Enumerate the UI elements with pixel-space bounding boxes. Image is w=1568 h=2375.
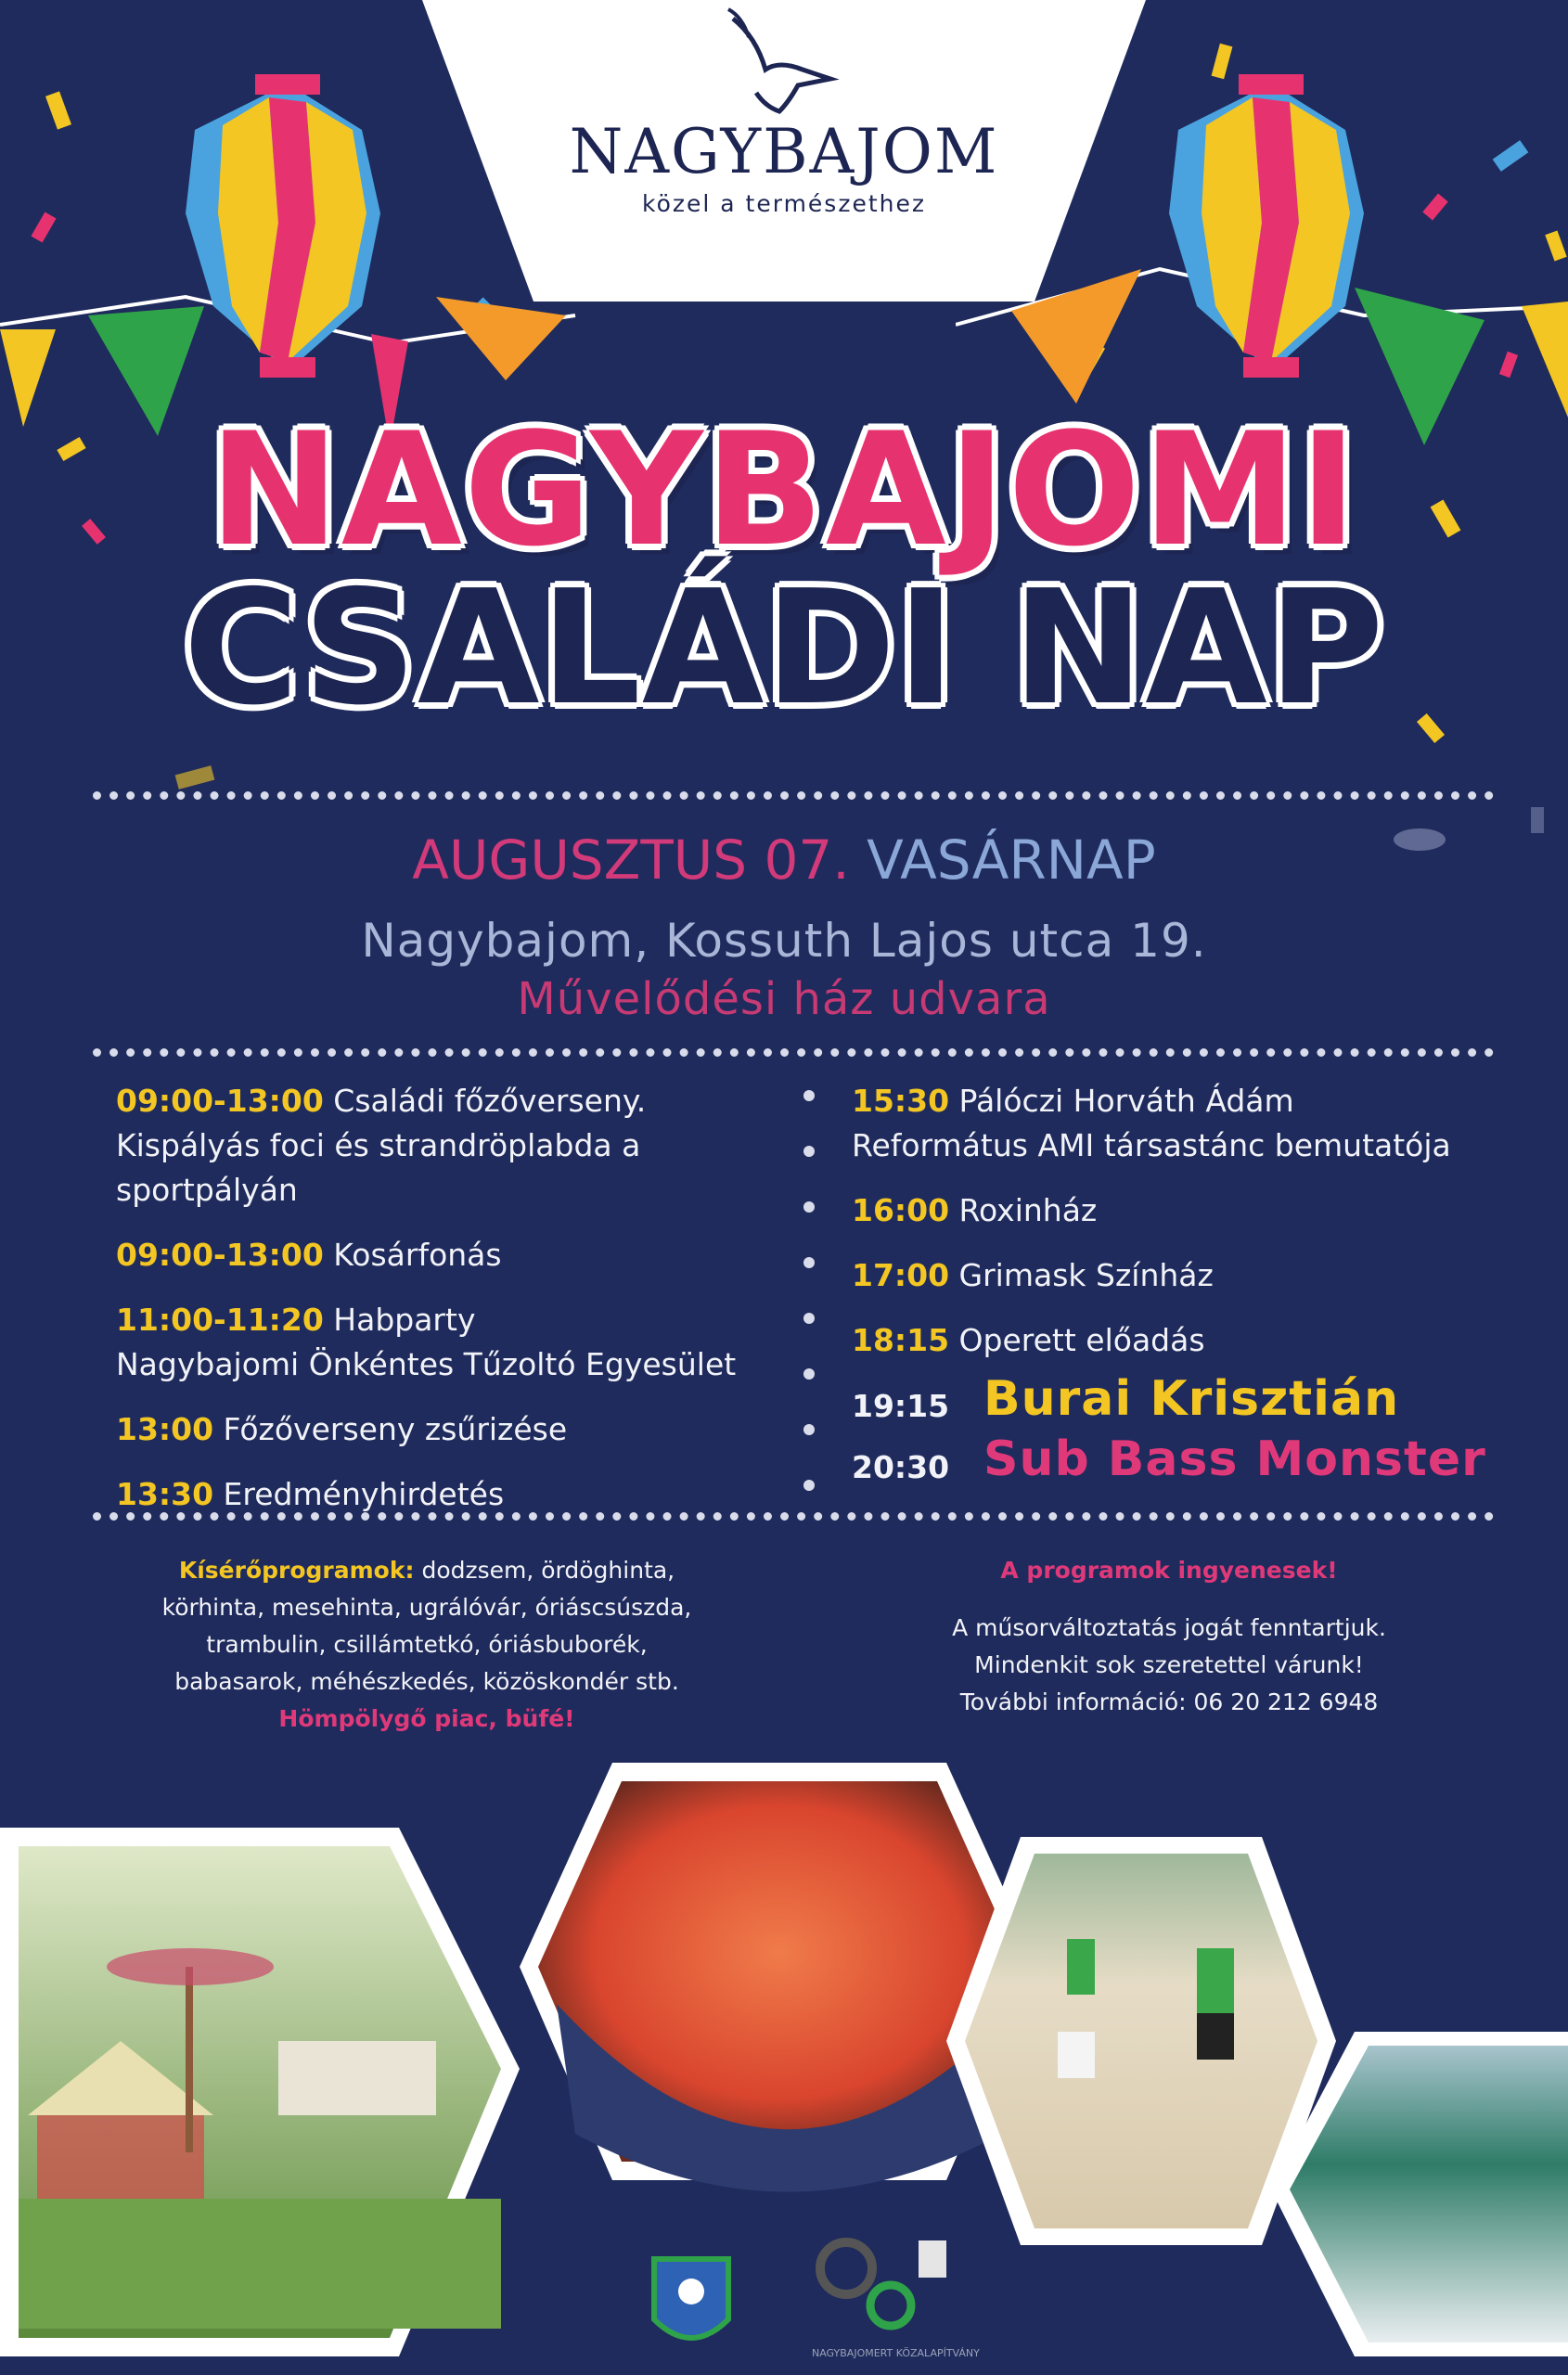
schedule-text: Habparty bbox=[333, 1302, 476, 1338]
photo-collage bbox=[0, 1763, 1568, 2375]
schedule-time: 13:30 bbox=[116, 1476, 214, 1512]
column-bullet bbox=[803, 1146, 815, 1157]
photo-beach-football bbox=[965, 1854, 1317, 2228]
foundation-label: NAGYBAJOMERT KÖZALAPÍTVÁNY bbox=[812, 2347, 980, 2359]
side-programs-text: körhinta, mesehinta, ugrálóvár, óriáscsúszda, bbox=[161, 1594, 692, 1621]
side-programs-label: Kísérőprogramok: bbox=[178, 1557, 415, 1584]
logo-panel bbox=[422, 0, 1146, 302]
side-programs-text: trambulin, csillámtetkó, óriásbuborék, bbox=[206, 1631, 648, 1658]
event-date bbox=[0, 828, 1568, 892]
date-text: AUGUSZTUS 07. bbox=[412, 828, 850, 892]
schedule-text: Eredményhirdetés bbox=[223, 1476, 505, 1512]
day-text: VASÁRNAP bbox=[867, 828, 1156, 892]
schedule-row bbox=[116, 1472, 803, 1517]
schedule-time: 15:30 bbox=[852, 1083, 950, 1119]
lantern-right-icon bbox=[1160, 74, 1382, 408]
schedule-text: Kispályás foci és strandröplabda a bbox=[116, 1127, 641, 1163]
schedule-time: 13:00 bbox=[116, 1411, 214, 1447]
column-bullet bbox=[803, 1090, 815, 1101]
headliner-time: 19:15 bbox=[852, 1388, 950, 1424]
schedule-text: Családi főzőverseny. bbox=[333, 1083, 647, 1119]
column-bullet bbox=[803, 1201, 815, 1213]
info-text: További információ: 06 20 212 6948 bbox=[959, 1688, 1379, 1715]
side-programs-text: babasarok, méhészkedés, közöskondér stb. bbox=[174, 1668, 679, 1695]
schedule-row bbox=[852, 1318, 1501, 1363]
schedule-text: Grimask Színház bbox=[958, 1257, 1214, 1293]
column-bullet bbox=[803, 1368, 815, 1380]
schedule-text: Kosárfonás bbox=[333, 1237, 502, 1273]
info-text: A műsorváltoztatás jogát fenntartjuk. bbox=[952, 1614, 1386, 1641]
event-address: Nagybajom, Kossuth Lajos utca 19. bbox=[361, 914, 1207, 968]
logo-name: NAGYBAJOM bbox=[569, 116, 999, 187]
headliner-name: Sub Bass Monster bbox=[983, 1431, 1486, 1487]
schedule-text: Operett előadás bbox=[958, 1322, 1205, 1358]
gears-logo-icon bbox=[820, 2242, 872, 2294]
schedule-text: Roxinház bbox=[958, 1192, 1098, 1228]
schedule-text: Pálóczi Horváth Ádám bbox=[958, 1083, 1294, 1119]
dotted-divider bbox=[93, 1512, 1494, 1521]
event-venue: Művelődési ház udvara bbox=[517, 973, 1051, 1025]
schedule-row bbox=[852, 1188, 1501, 1233]
schedule-time: 18:15 bbox=[852, 1322, 950, 1358]
schedule-time: 16:00 bbox=[852, 1192, 950, 1228]
schedule-text: Nagybajomi Önkéntes Tűzoltó Egyesület bbox=[116, 1346, 737, 1382]
dotted-divider bbox=[93, 791, 1494, 800]
schedule-time: 09:00-13:00 bbox=[116, 1237, 324, 1273]
dotted-divider bbox=[93, 1048, 1494, 1057]
free-programs-text: A programok ingyenesek! bbox=[1000, 1557, 1338, 1584]
headline-line2: CSALÁDI NAP bbox=[183, 557, 1385, 740]
schedule-row bbox=[852, 1079, 1501, 1168]
schedule-time: 11:00-11:20 bbox=[116, 1302, 324, 1338]
side-programs-text: dodzsem, ördöghinta, bbox=[421, 1557, 675, 1584]
market-text: Hömpölygő piac, büfé! bbox=[278, 1705, 575, 1732]
schedule-right bbox=[852, 1079, 1501, 1383]
schedule-text: sportpályán bbox=[116, 1172, 298, 1208]
column-bullet bbox=[803, 1480, 815, 1491]
column-bullet bbox=[803, 1313, 815, 1324]
schedule-row bbox=[116, 1233, 803, 1277]
headline-line1: NAGYBAJOMI bbox=[209, 399, 1359, 581]
schedule-row bbox=[116, 1298, 803, 1387]
column-bullet bbox=[803, 1257, 815, 1268]
info-block bbox=[881, 1552, 1457, 1721]
schedule-row bbox=[116, 1407, 803, 1452]
info-text: Mindenkit sok szeretettel várunk! bbox=[974, 1651, 1364, 1678]
schedule-time: 09:00-13:00 bbox=[116, 1083, 324, 1119]
schedule-time: 17:00 bbox=[852, 1257, 950, 1293]
schedule-text: Református AMI társastánc bemutatója bbox=[852, 1127, 1451, 1163]
side-programs bbox=[102, 1552, 752, 1738]
schedule-row bbox=[852, 1253, 1501, 1298]
headliner-time: 20:30 bbox=[852, 1449, 950, 1485]
schedule-left bbox=[116, 1079, 803, 1537]
headliner-name: Burai Krisztián bbox=[983, 1371, 1400, 1427]
bunting-flag-icon bbox=[436, 297, 566, 380]
schedule-text: Főzőverseny zsűrizése bbox=[223, 1411, 568, 1447]
column-bullet bbox=[803, 1424, 815, 1435]
schedule-row bbox=[116, 1079, 803, 1213]
logo-tagline: közel a természethez bbox=[642, 190, 926, 217]
lantern-left-icon bbox=[176, 74, 399, 408]
